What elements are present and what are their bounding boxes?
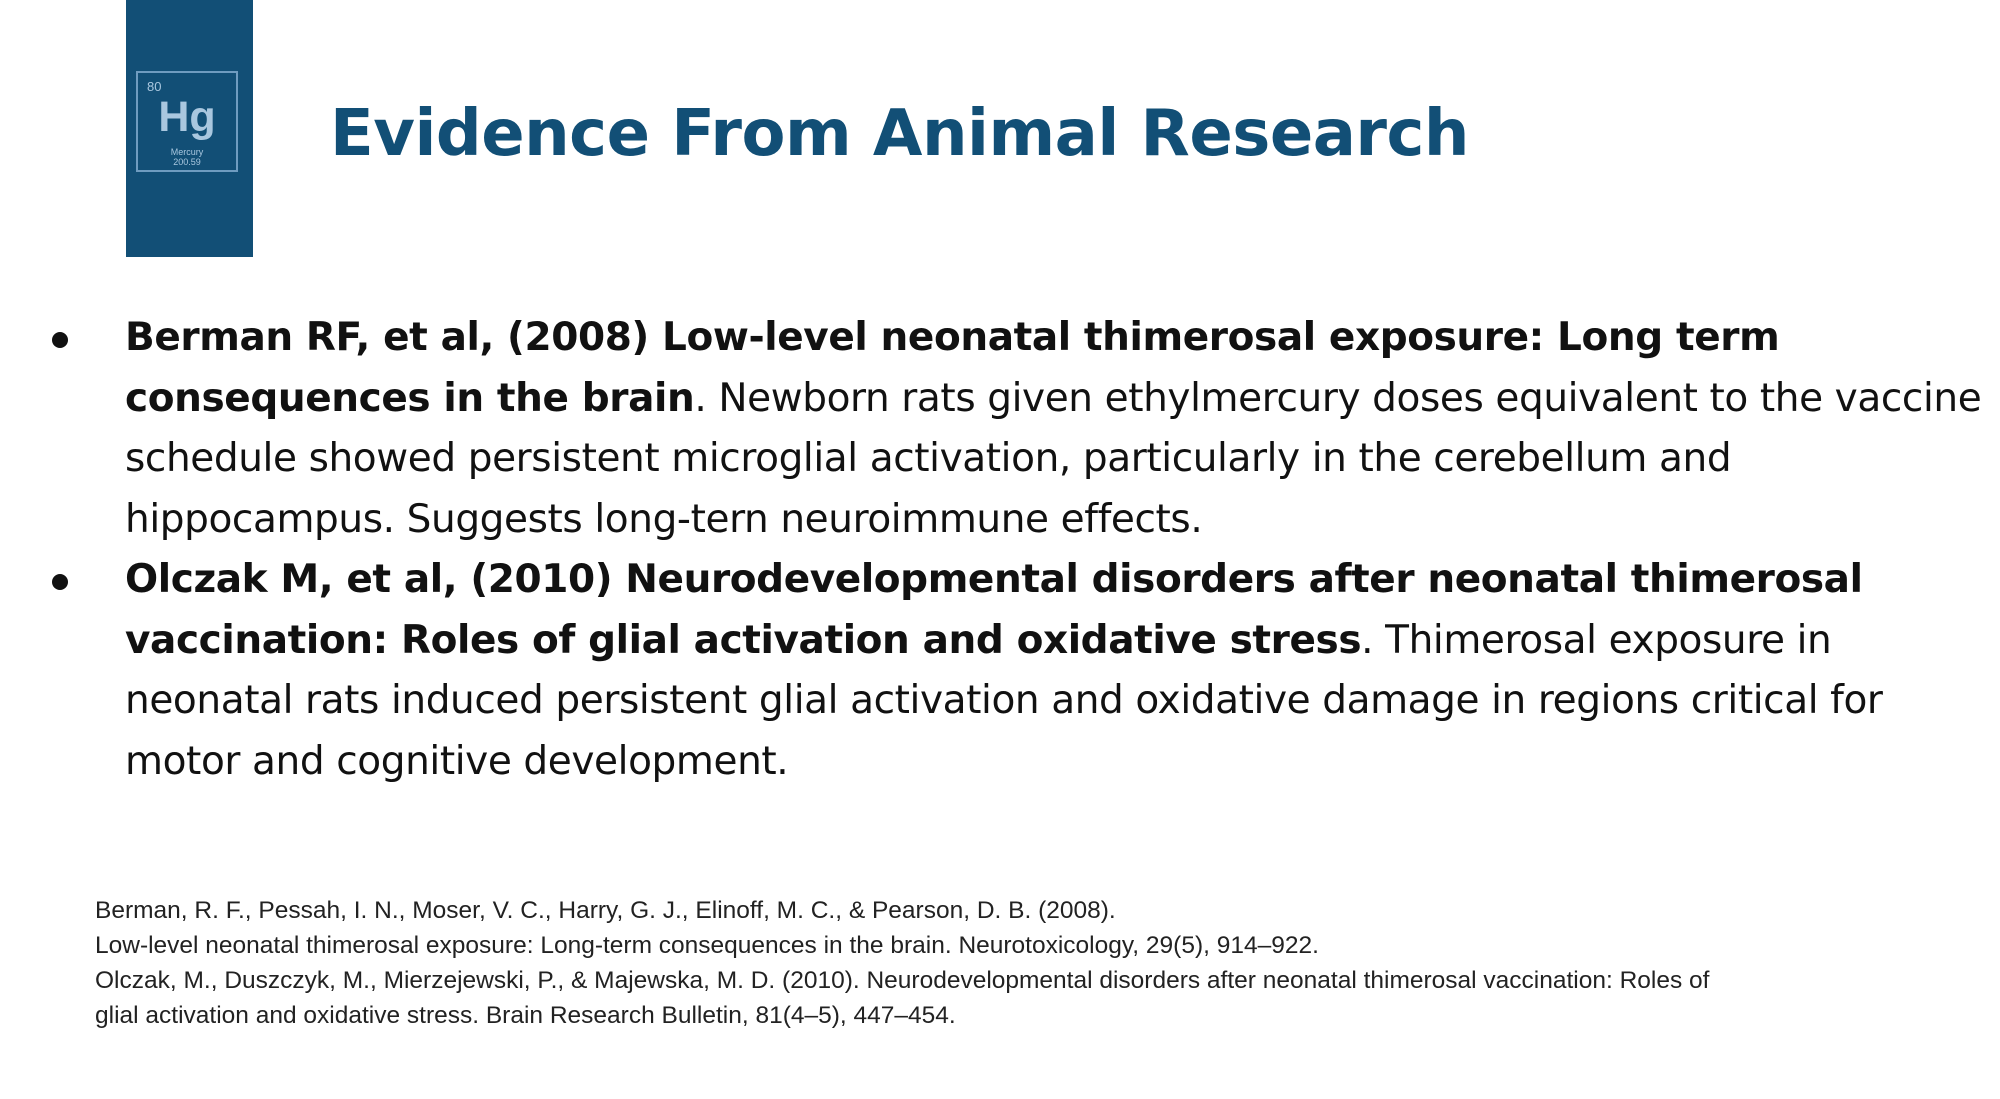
bullet-item-berman [45,308,1995,550]
bullet-list [45,308,1995,792]
bullet-dot [52,574,68,590]
references [95,893,1975,1033]
atomic-weight: 200.59 [173,157,201,167]
element-symbol: Hg [158,93,216,141]
periodic-element-tile [136,71,238,172]
reference-line: Olczak, M., Duszczyk, M., Mierzejewski, P., & Majewska, M. D. (2010). Neurodevelopmental disorders after neonatal thimerosal vaccination: Roles of [95,967,1710,994]
element-name: Mercury [170,147,204,157]
bullet-citation: Olczak M, et al, (2010) Neurodevelopmental disorders after neonatal thimerosal vaccination: Roles of glial activation and oxidative stress [125,557,1863,663]
reference-line: Berman, R. F., Pessah, I. N., Moser, V. C., Harry, G. J., Elinoff, M. C., & Pearson, D. B. (2008). [95,897,1116,924]
bullet-item-olczak [45,550,1995,792]
bullet-text: . Newborn rats given ethylmercury doses equivalent to the vaccine schedule showed persistent microglial activation, particularly in the cerebellum and hippocampus. Suggests long-tern neuroimmune effects. [125,375,1982,542]
bullet-citation: Berman RF, et al, (2008) Low-level neonatal thimerosal exposure: Long term consequences in the brain [125,315,1780,421]
bullet-text: . Thimerosal exposure in neonatal rats induced persistent glial activation and oxidative damage in regions critical for motor and cognitive development. [125,617,1883,784]
atomic-number: 80 [147,79,162,94]
slide-title: Evidence From Animal Research [330,97,1469,171]
reference-line: Low-level neonatal thimerosal exposure: Long-term consequences in the brain. Neurotoxicology, 29(5), 914–922. [95,932,1319,959]
bullet-dot [52,332,68,348]
mercury-logo [126,0,253,257]
reference-line: glial activation and oxidative stress. Brain Research Bulletin, 81(4–5), 447–454. [95,1002,956,1029]
